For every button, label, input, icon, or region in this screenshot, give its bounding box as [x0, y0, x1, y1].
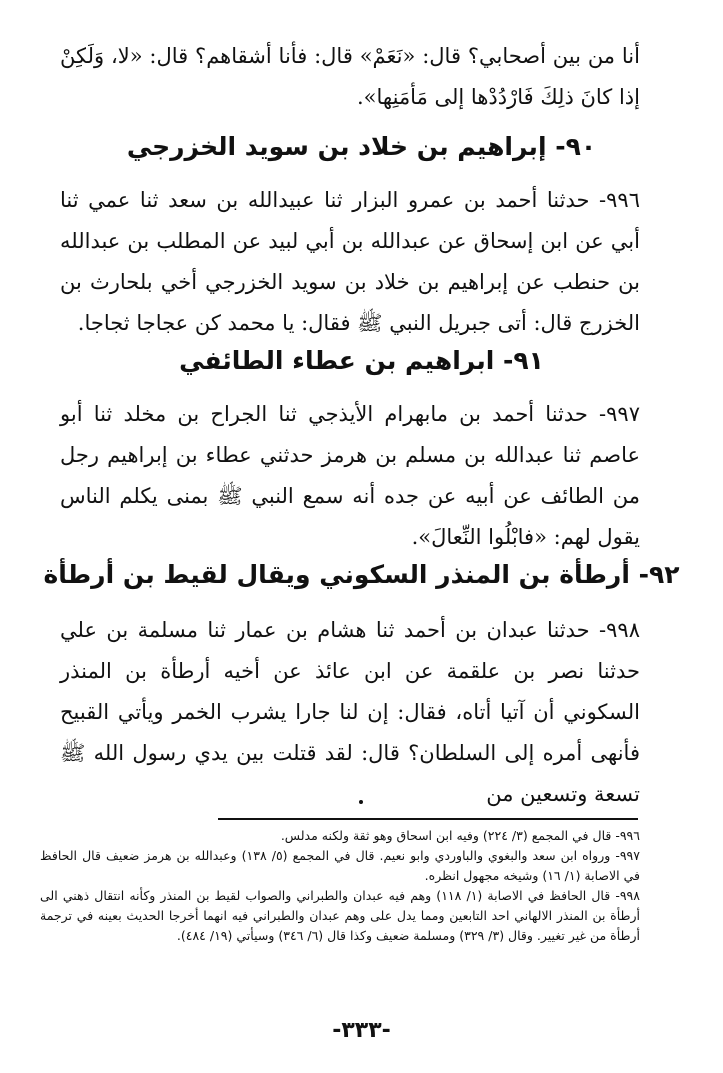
- hadith-996-paragraph: ٩٩٦- حدثنا أحمد بن عمرو البزار ثنا عبيدالله بن سعد ثنا عمي ثنا أبي عن ابن إسحاق عن عبدالله بن أبي لبيد عن المطلب بن عبدالله بن حنطب عن إبراهيم بن خلاد بن سويد الخزرجي أخي بلحارث بن الخزرج قال: أتى جبريل النبي ﷺ فقال: يا محمد كن عجاجا ثجاجا.: [60, 188, 640, 335]
- hadith-998-paragraph: ٩٩٨- حدثنا عبدان بن أحمد ثنا هشام بن عمار ثنا مسلمة بن علي حدثنا نصر بن علقمة عن ابن عائذ عن أخيه أرطأة بن المنذر السكوني أن آتيا أتاه، فقال: إن لنا جارا يشرب الخمر ويأتي القبيح فأنهى أمره إلى السلطان؟ قال: لقد قتلت بين يدي رسول الله ﷺ تسعة وتسعين من: [60, 618, 640, 806]
- footnote-998: ٩٩٨- قال الحافظ في الاصابة (١/ ١١٨) وهم فيه عبدان والطبراني والصواب لقيط بن المنذر وكأنه انتقال ذهني الى أرطأة بن المنذر الالهاني احد التابعين ومما يدل على وهم عبدان والطبراني فيه انهما أخرجا الحديث بعينه في ترجمة أرطأة من غير تغيير. وقال (٣/ ٣٢٩) ومسلمة ضعيف وكذا قال (٦/ ٣٤٦) وسيأتي (١٩/ ٤٨٤).: [40, 888, 640, 943]
- section-heading-92: ٩٢- أرطأة بن المنذر السكوني ويقال لقيط بن أرطأة: [43, 560, 680, 589]
- footnote-996: ٩٩٦- قال في المجمع (٣/ ٢٢٤) وفيه ابن اسحاق وهو ثقة ولكنه مدلس.: [280, 828, 640, 843]
- separator-dot: [359, 800, 363, 804]
- continuation-paragraph: أنا من بين أصحابي؟ قال: «نَعَمْ» قال: فأنا أشقاهم؟ قال: «لا، وَلَكِنْ إذا كانَ ذلِكَ فَارْدُدْها إلى مَأمَنِها».: [60, 44, 640, 109]
- footnote-997: ٩٩٧- ورواه ابن سعد والبغوي والباوردي وابو نعيم. قال في المجمع (٥/ ١٣٨) وعبدالله بن هرمز ضعيف قال الحافظ في الاصابة (١/ ١٦) وشيخه مجهول انظره.: [40, 848, 640, 883]
- section-heading-91: ٩١- ابراهيم بن عطاء الطائفي: [179, 346, 544, 375]
- footnotes: [40, 826, 640, 946]
- section-heading-90: ٩٠- إبراهيم بن خلاد بن سويد الخزرجي: [126, 132, 597, 161]
- page-number: -٣٣٣-: [332, 1018, 391, 1043]
- footnote-rule: [218, 818, 638, 820]
- hadith-997-paragraph: ٩٩٧- حدثنا أحمد بن مابهرام الأيذجي ثنا الجراح بن مخلد ثنا أبو عاصم ثنا عبدالله بن مسلم بن هرمز حدثني عطاء بن إبراهيم رجل من الطائف عن أبيه عن جده أنه سمع النبي ﷺ بمنى يكلم الناس يقول لهم: «فابْلُوا النِّعالَ».: [60, 402, 640, 549]
